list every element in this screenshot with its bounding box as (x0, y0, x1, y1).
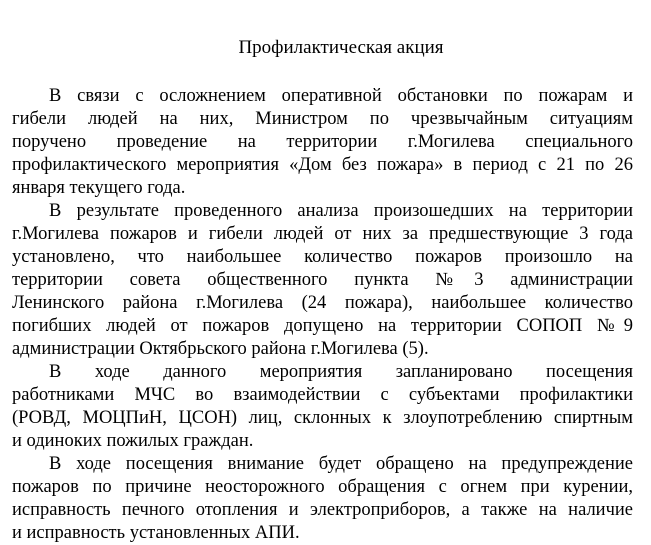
text-line: погибших людей от пожаров допущено на территории СОПОП №9 (12, 316, 633, 336)
paragraph (12, 453, 633, 545)
document-body (12, 85, 633, 545)
text-line: администрации Октябрьского района г.Могилева (5). (12, 339, 429, 359)
text-line: В связи с осложнением оперативной обстановки по пожарам и (49, 86, 633, 106)
text-line: В результате проведенного анализа произошедших на территории (49, 201, 633, 221)
paragraph (12, 200, 633, 361)
text-line: исправность печного отопления и электроприборов, а также на наличие (12, 500, 633, 520)
paragraph (12, 85, 633, 200)
text-line: (РОВД, МОЦПиН, ЦСОН) лиц, склонных к злоупотреблению спиртным (12, 408, 633, 428)
text-line: В ходе посещения внимание будет обращено на предупреждение (49, 454, 633, 474)
paragraph (12, 361, 633, 453)
text-line: января текущего года. (12, 178, 186, 198)
text-line: В ходе данного мероприятия запланировано посещения (49, 362, 633, 382)
document-title: Профилактическая акция (238, 37, 444, 58)
text-line: и одиноких пожилых граждан. (12, 431, 254, 451)
text-line: г.Могилева пожаров и гибели людей от них за предшествующие 3 года (12, 224, 633, 244)
text-line: Ленинского района г.Могилева (24 пожара), наибольшее количество (12, 293, 633, 313)
text-line: и исправность установленных АПИ. (12, 523, 300, 543)
text-line: поручено проведение на территории г.Могилева специального (12, 132, 633, 152)
text-line: гибели людей на них, Министром по чрезвычайным ситуациям (12, 109, 633, 129)
text-line: пожаров по причине неосторожного обращения с огнем при курении, (12, 477, 633, 497)
text-line: работниками МЧС во взаимодействии с субъектами профилактики (12, 385, 633, 405)
text-line: установлено, что наибольшее количество пожаров произошло на (12, 247, 633, 267)
text-line: территории совета общественного пункта №3 администрации (12, 270, 633, 290)
text-line: профилактического мероприятия «Дом без пожара» в период с 21 по 26 (12, 155, 633, 175)
